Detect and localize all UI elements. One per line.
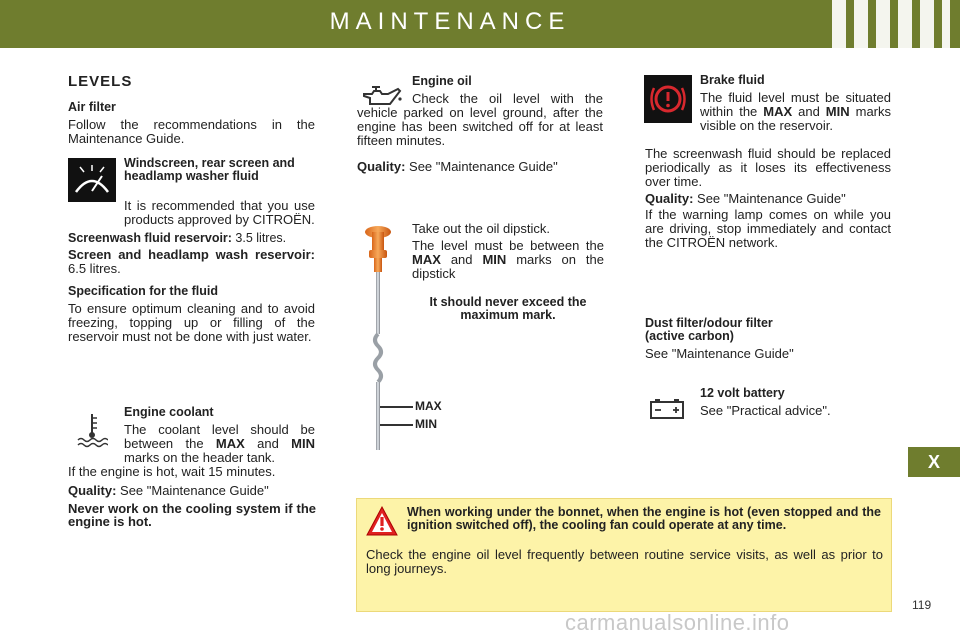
oil-quality [357,160,603,174]
oil-quality-value: See "Maintenance Guide" [405,159,558,174]
brake-text-post: marks visible on the reservoir. [700,104,891,133]
washer-title: Windscreen, rear screen and headlamp washer fluid [124,156,295,183]
dipstick-min: MIN [482,252,507,267]
headlamp-reservoir [68,248,315,276]
coolant-and: and [244,436,292,451]
stripe [832,0,846,48]
coolant-quality [68,484,318,498]
dust-filter-title-line2: (active carbon) [645,329,734,343]
screenwash-reservoir-value: 3.5 litres. [231,231,287,245]
coolant-never: Never work on the cooling system if the engine is hot. [68,501,316,529]
warning-triangle-icon [365,505,399,537]
header-stripes [832,0,950,48]
warning-text: Check the engine oil level frequently between routine service visits, as well as prior to long journeys. [366,547,883,576]
coolant-text [124,423,315,465]
screenwash-text: The screenwash fluid should be replaced periodically as it loses its effectiveness over time. [645,146,891,189]
headlamp-reservoir-value: 6.5 litres. [68,261,121,276]
brake-min: MIN [825,104,850,119]
levels-title: LEVELS [68,73,133,90]
coolant-title: Engine coolant [124,405,214,419]
air-filter-text: Follow the recommendations in the Maintenance Guide. [68,117,315,146]
brake-text [700,91,891,133]
max-mark-line [380,406,413,408]
washer-text [124,199,315,227]
dust-filter-title-line1: Dust filter/odour filter [645,316,773,330]
section-tab[interactable]: X [908,447,960,477]
screenwash-reservoir-label: Screenwash fluid reservoir: [68,231,232,245]
brake-quality-value: See "Maintenance Guide" [693,191,846,206]
never-exceed-text: It should never exceed the maximum mark. [429,295,587,322]
dipstick-level-post: marks on the dipstick [412,252,604,281]
watermark: carmanualsonline.info [565,610,790,635]
screenwash-reservoir [68,231,315,245]
battery-title: 12 volt battery [700,386,785,400]
page-title: MAINTENANCE [329,8,571,35]
stripe [876,0,890,48]
brake-warning-icon [644,75,692,123]
dust-filter-title [645,317,773,343]
max-label: MAX [415,399,442,413]
warning-box [356,498,892,612]
dipstick-and: and [440,252,483,267]
battery-icon [649,398,685,420]
warning-bold-text: When working under the bonnet, when the engine is hot (even stopped and the ignition switched off), the cooling fan could operate at any time. [407,505,881,532]
dust-filter-text: See "Maintenance Guide" [645,346,794,361]
washer-text-content: It is recommended that you use products approved by CITROËN. [124,198,315,227]
stripe [942,0,950,48]
brake-max: MAX [763,104,793,119]
coolant-quality-label: Quality: [68,483,117,498]
stripe [920,0,934,48]
brake-text-pre: The fluid level must be situated within the [700,90,891,119]
washer-icon [68,158,116,202]
brake-title: Brake fluid [700,73,765,87]
coolant-text-pre: The coolant level should be between the [124,422,315,451]
stripe [898,0,912,48]
air-filter-title: Air filter [68,100,116,114]
spec-text: To ensure optimum cleaning and to avoid freezing, topping up or filling of the reservoir must not be done with just water. [68,301,315,344]
coolant-min: MIN [291,436,315,451]
coolant-icon [76,412,108,448]
spec-title: Specification for the fluid [68,284,219,298]
dipstick-max: MAX [412,252,441,267]
headlamp-reservoir-label: Screen and headlamp wash reservoir: [68,247,315,262]
dipstick-illustration [358,222,398,452]
coolant-quality-value: See "Maintenance Guide" [116,483,269,498]
brake-quality-label: Quality: [645,191,694,206]
warning-lamp-text: If the warning lamp comes on while you are driving, stop immediately and contact the CITROËN network. [645,207,891,250]
coolant-text-post: marks on the header tank. [124,450,276,465]
oil-title: Engine oil [412,74,472,88]
dipstick-level-pre: The level must be between the [412,238,604,253]
battery-text: See "Practical advice". [700,403,831,418]
min-label: MIN [415,417,437,431]
coolant-max: MAX [215,436,245,451]
dipstick-level-text [412,239,604,281]
stripe [854,0,868,48]
oil-text: Check the oil level with the vehicle parked on level ground, after the engine has been switched off for at least fifteen minutes. [357,91,603,148]
coolant-hot-text: If the engine is hot, wait 15 minutes. [68,464,276,479]
brake-quality [645,192,891,206]
oil-quality-label: Quality: [357,159,406,174]
page-number: 119 [912,598,932,612]
dipstick-take-out: Take out the oil dipstick. [412,221,551,236]
min-mark-line [380,424,413,426]
brake-and: and [792,104,826,119]
